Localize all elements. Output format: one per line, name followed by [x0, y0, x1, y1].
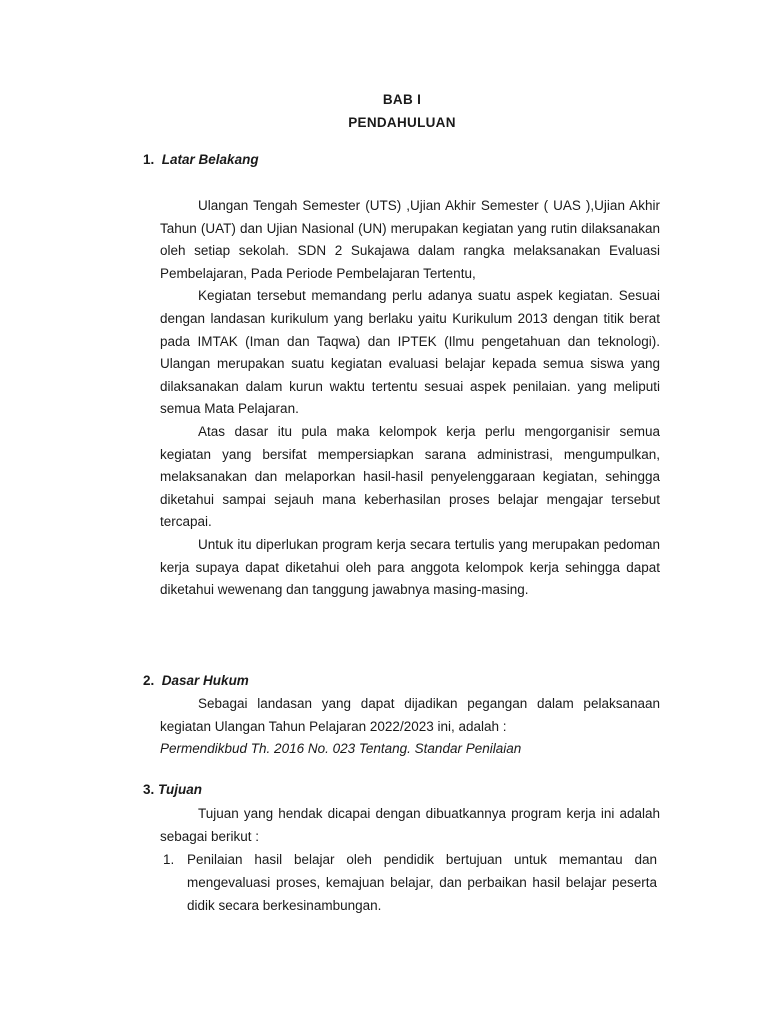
list-item: [163, 848, 663, 917]
paragraph: Untuk itu diperlukan program kerja secara tertulis yang merupakan pedoman kerja supaya dapat diketahui oleh para anggota kelompok kerja sehingga dapat diketahui wewenang dan tanggung jawabnya masing-masing.: [160, 536, 660, 598]
section-body-dasar-hukum: [160, 693, 660, 761]
section-title: Tujuan: [158, 782, 203, 797]
paragraph: Tujuan yang hendak dicapai dengan dibuatkannya program kerja ini adalah sebagai berikut :: [160, 806, 660, 844]
section-number: 1.: [143, 152, 155, 167]
section-body-latar-belakang: [160, 195, 660, 602]
goal-list: [163, 848, 663, 917]
list-item-text: Penilaian hasil belajar oleh pendidik bertujuan untuk memantau dan mengevaluasi proses, kemajuan belajar, dan perbaikan hasil belajar peserta didik secara berkesinambungan.: [187, 852, 657, 913]
chapter-title: PENDAHULUAN: [348, 115, 456, 130]
paragraph: Kegiatan tersebut memandang perlu adanya suatu aspek kegiatan. Sesuai dengan landasan kurikulum yang berlaku yaitu Kurikulum 2013 dengan titik berat pada IMTAK (Iman dan Taqwa) dan IPTEK (Ilmu pengetahuan dan teknologi). Ulangan merupakan suatu kegiatan evaluasi belajar kepada semua siswa yang dilaksanakan dalam kurun waktu tertentu sesuai aspek penilaian. yang meliputi semua Mata Pelajaran.: [160, 288, 660, 417]
paragraph: Sebagai landasan yang dapat dijadikan pegangan dalam pelaksanaan kegiatan Ulangan Tahun Pelajaran 2022/2023 ini, adalah :: [160, 696, 660, 734]
section-number: 2.: [143, 673, 155, 688]
section-heading-dasar-hukum: [143, 673, 249, 688]
list-marker: 1.: [163, 852, 175, 867]
chapter-label: BAB I: [382, 92, 422, 107]
paragraph: Ulangan Tengah Semester (UTS) ,Ujian Akhir Semester ( UAS ),Ujian Akhir Tahun (UAT) dan Ujian Nasional (UN) merupakan kegiatan yang rutin dilaksanakan oleh setiap sekolah. SDN 2 Sukajawa dalam rangka melaksanakan Evaluasi Pembelajaran, Pada Periode Pembelajaran Tertentu,: [160, 198, 660, 281]
section-heading-latar-belakang: [143, 152, 259, 167]
section-number: 3.: [143, 782, 155, 797]
paragraph: Atas dasar itu pula maka kelompok kerja perlu mengorganisir semua kegiatan yang bersifat mempersiapkan sarana administrasi, mengumpulkan, melaksanakan dan melaporkan hasil-hasil penyelenggaraan kegiatan, sehingga diketahui sampai sejauh mana keberhasilan proses belajar mengajar tersebut tercapai.: [160, 423, 660, 530]
section-title: Dasar Hukum: [161, 673, 249, 688]
section-title: Latar Belakang: [161, 152, 259, 167]
section-body-tujuan: [160, 803, 660, 848]
section-heading-tujuan: [143, 782, 202, 797]
legal-reference: Permendikbud Th. 2016 No. 023 Tentang. Standar Penilaian: [160, 741, 522, 757]
